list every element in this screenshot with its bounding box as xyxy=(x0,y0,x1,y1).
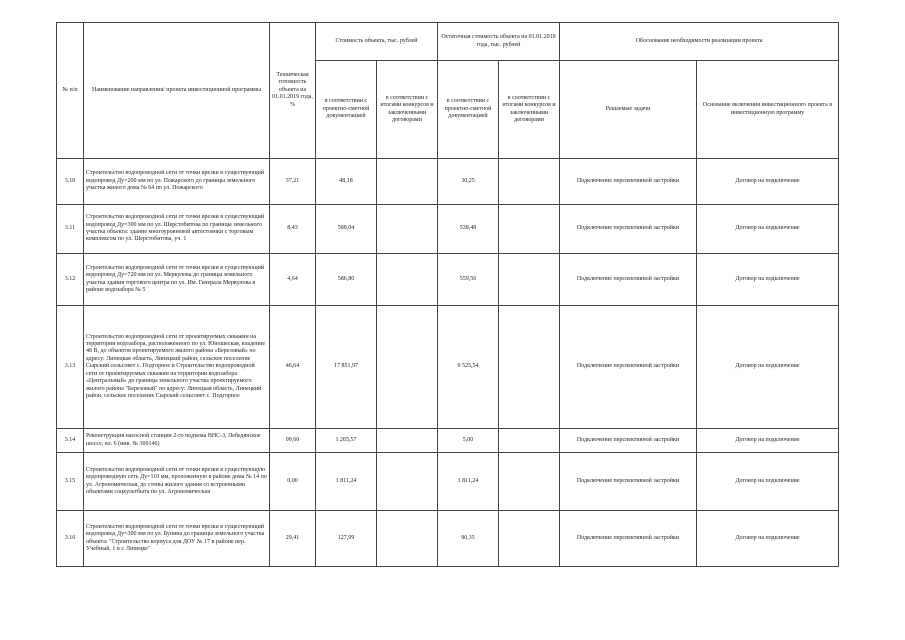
row-task: Подключение перспективной застройки xyxy=(560,254,697,306)
row-cost-design: 17 851,97 xyxy=(316,306,377,429)
row-cost-contract xyxy=(377,511,438,567)
row-basis: Договор на подключение xyxy=(697,205,839,254)
row-basis: Договор на подключение xyxy=(697,306,839,429)
row-basis: Договор на подключение xyxy=(697,511,839,567)
row-cost-contract xyxy=(377,159,438,205)
row-readiness: 29,41 xyxy=(270,511,316,567)
row-name: Строительство водопроводной сети от проектируемых скважин на территории водозабора, расположенного по ул. Юношеская, владение 48 В, до объектов проектируемого жилого района «Березовый» по адресу: Липецкая область, Липецкий район, сельское поселение Сырский сельсовет с. Подгорное и Строительство водопроводной сети от проектируемых скважин на территории водозабора «Центральный» до границы земельного участка проектируемого жилого района "Березовый" по адресу: Липецкая область, Липецкий район, сельское поселение Сырский сельсовет с. Подгорное xyxy=(84,306,270,429)
row-residual-design: 30,25 xyxy=(438,159,499,205)
row-cost-contract xyxy=(377,429,438,453)
table-row xyxy=(57,205,839,254)
header-justification: Обоснование необходимости реализации проекта xyxy=(560,23,839,61)
table-row xyxy=(57,511,839,567)
row-basis: Договор на подключение xyxy=(697,453,839,511)
table-row xyxy=(57,306,839,429)
row-cost-design: 1 811,24 xyxy=(316,453,377,511)
row-residual-design: 90,35 xyxy=(438,511,499,567)
row-basis: Договор на подключение xyxy=(697,254,839,306)
row-name: Строительство водопроводной сети от точки врезки в существующий водопровод Ду=300 мм по ул. Шерстобитова по границы земельного участка объекта: здание многоуровневой автостоянки с торговым комплексом по ул. Шерстобитова, уч. 1 xyxy=(84,205,270,254)
header-cost-contract: в соответствии с итогами конкурсов и заключенными договорами xyxy=(377,61,438,159)
table-body xyxy=(57,159,839,567)
row-num: 3.11 xyxy=(57,205,84,254)
row-cost-contract xyxy=(377,254,438,306)
header-cost-design: в соответствии с проектно-сметной документацией xyxy=(316,61,377,159)
row-residual-design: 9 525,54 xyxy=(438,306,499,429)
row-basis: Договор на подключение xyxy=(697,159,839,205)
row-readiness: 0,00 xyxy=(270,453,316,511)
table-row xyxy=(57,159,839,205)
row-residual-contract xyxy=(499,306,560,429)
row-residual-contract xyxy=(499,254,560,306)
row-cost-design: 586,80 xyxy=(316,254,377,306)
investment-program-table xyxy=(56,22,839,567)
row-readiness: 8,43 xyxy=(270,205,316,254)
row-name: Строительство водопроводной сети от точки врезки в существующий водопровод Ду=300 мм по ул. Бунина до границы земельного участка объекта: "Строительство корпуса для ДОУ № 17 в районе пер. Учебный, 1 в г. Липецке" xyxy=(84,511,270,567)
header-name: Наименование направления/ проекта инвестиционной программы xyxy=(84,23,270,159)
row-cost-design: 48,18 xyxy=(316,159,377,205)
header-residual-contract: в соответствии с итогами конкурсов и заключенными договорами xyxy=(499,61,560,159)
table-row xyxy=(57,453,839,511)
row-cost-contract xyxy=(377,453,438,511)
row-cost-design: 1 265,57 xyxy=(316,429,377,453)
row-name: Строительство водопроводной сети от точки врезки в существующий водопровод Ду=720 мм по ул. Меркулова до границы земельного участка здания торгового центра по ул. Им. Генерала Меркулова в районе водозабора № 5 xyxy=(84,254,270,306)
row-num: 3.15 xyxy=(57,453,84,511)
header-num: № п/п xyxy=(57,23,84,159)
row-task: Подключение перспективной застройки xyxy=(560,306,697,429)
row-readiness: 37,21 xyxy=(270,159,316,205)
row-name: Строительство водопроводной сети от точки врезки в существующий водопровод Ду=200 мм по ул. Пожарского до границы земельного участка жилого дома № 64 по ул. Пожарского xyxy=(84,159,270,205)
row-task: Подключение перспективной застройки xyxy=(560,159,697,205)
row-residual-contract xyxy=(499,511,560,567)
row-num: 3.13 xyxy=(57,306,84,429)
header-tasks: Решаемые задачи xyxy=(560,61,697,159)
row-residual-design: 5,00 xyxy=(438,429,499,453)
investment-program-sheet xyxy=(56,22,838,567)
header-residual-design: в соответствии с проектно-сметной документацией xyxy=(438,61,499,159)
table-row xyxy=(57,254,839,306)
row-cost-contract xyxy=(377,205,438,254)
header-residual: Остаточная стоимость объекта на 01.01.2019 года, тыс. рублей xyxy=(438,23,560,61)
row-num: 3.16 xyxy=(57,511,84,567)
row-residual-design: 559,56 xyxy=(438,254,499,306)
row-task: Подключение перспективной застройки xyxy=(560,453,697,511)
row-cost-contract xyxy=(377,306,438,429)
row-readiness: 46,64 xyxy=(270,306,316,429)
table-row xyxy=(57,429,839,453)
row-num: 3.14 xyxy=(57,429,84,453)
row-num: 3.12 xyxy=(57,254,84,306)
row-residual-design: 1 811,24 xyxy=(438,453,499,511)
header-cost: Стоимость объекта, тыс. рублей xyxy=(316,23,438,61)
row-task: Подключение перспективной застройки xyxy=(560,511,697,567)
row-residual-contract xyxy=(499,429,560,453)
row-cost-design: 127,99 xyxy=(316,511,377,567)
header-basis: Основание включения инвестиционного проекта в инвестиционную программу xyxy=(697,61,839,159)
row-readiness: 4,64 xyxy=(270,254,316,306)
row-basis: Договор на подключение xyxy=(697,429,839,453)
row-residual-design: 538,48 xyxy=(438,205,499,254)
row-task: Подключение перспективной застройки xyxy=(560,429,697,453)
row-num: 3.10 xyxy=(57,159,84,205)
table-header xyxy=(57,23,839,159)
header-readiness: Техническая готовность объекта на 01.01.2019 года, % xyxy=(270,23,316,159)
row-residual-contract xyxy=(499,205,560,254)
row-residual-contract xyxy=(499,159,560,205)
row-name: Реконструкция насосной станции 2-го подъема ВНС-3, Лебедянское шоссе, вл. 6 (инв. № 300146) xyxy=(84,429,270,453)
row-name: Строительство водопроводной сети от точки врезки в существующую водопроводную сеть Ду=110 мм, проложенную в районе дома № 14 по ул. Агрономическая, до стены жилого здания со встроенными объектами соцкультбыта по ул. Агрономическая xyxy=(84,453,270,511)
row-readiness: 99,60 xyxy=(270,429,316,453)
row-cost-design: 588,04 xyxy=(316,205,377,254)
row-residual-contract xyxy=(499,453,560,511)
row-task: Подключение перспективной застройки xyxy=(560,205,697,254)
